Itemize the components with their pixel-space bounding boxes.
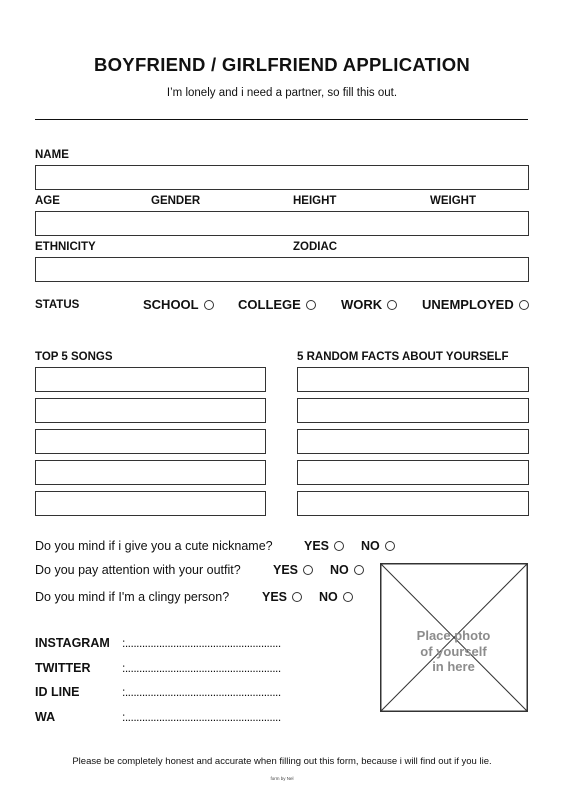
answer-yes[interactable] xyxy=(262,590,302,604)
answer-label: NO xyxy=(330,563,349,577)
question-clingy: Do you mind if I'm a clingy person? xyxy=(35,590,230,604)
answer-yes[interactable] xyxy=(304,539,344,553)
wa-field[interactable]: :....................................................... xyxy=(122,710,281,724)
answer-no[interactable] xyxy=(361,539,395,553)
form-credit: form by Nel xyxy=(270,776,294,781)
gender-label: GENDER xyxy=(151,195,201,207)
status-label: STATUS xyxy=(35,299,80,311)
answer-label: YES xyxy=(273,563,299,577)
instagram-label: INSTAGRAM xyxy=(35,636,110,650)
radio-icon[interactable] xyxy=(303,565,313,575)
name-field[interactable] xyxy=(35,165,529,190)
answer-label: NO xyxy=(319,590,338,604)
song-field-3[interactable] xyxy=(35,429,266,454)
status-option-college[interactable] xyxy=(238,297,316,312)
photo-text-line: Place photo xyxy=(416,628,491,643)
answer-no[interactable] xyxy=(319,590,353,604)
name-label: NAME xyxy=(35,149,69,161)
height-label: HEIGHT xyxy=(293,195,337,207)
status-option-label: UNEMPLOYED xyxy=(422,297,514,312)
top-songs-label: TOP 5 SONGS xyxy=(35,351,113,363)
status-option-work[interactable] xyxy=(341,297,397,312)
age-gender-height-weight-field[interactable] xyxy=(35,211,529,236)
ethnicity-zodiac-field[interactable] xyxy=(35,257,529,282)
wa-label: WA xyxy=(35,710,56,724)
weight-label: WEIGHT xyxy=(430,195,476,207)
honesty-note: Please be completely honest and accurate when filling out this form, because i will find out if you lie. xyxy=(72,756,492,767)
status-option-label: SCHOOL xyxy=(143,297,199,312)
question-nickname: Do you mind if i give you a cute nickname? xyxy=(35,539,273,553)
song-field-2[interactable] xyxy=(35,398,266,423)
radio-icon[interactable] xyxy=(204,300,214,310)
twitter-label: TWITTER xyxy=(35,661,91,675)
song-field-1[interactable] xyxy=(35,367,266,392)
answer-label: YES xyxy=(262,590,288,604)
radio-icon[interactable] xyxy=(354,565,364,575)
photo-text-line: of yourself xyxy=(420,643,487,659)
fact-field-4[interactable] xyxy=(297,460,529,485)
photo-text-line: in here xyxy=(432,659,475,674)
id-line-field[interactable]: :....................................................... xyxy=(122,685,281,699)
radio-icon[interactable] xyxy=(292,592,302,602)
id-line-label: ID LINE xyxy=(35,685,80,699)
fact-field-2[interactable] xyxy=(297,398,529,423)
header-divider xyxy=(35,119,528,120)
radio-icon[interactable] xyxy=(387,300,397,310)
zodiac-label: ZODIAC xyxy=(293,241,338,253)
status-option-label: WORK xyxy=(341,297,383,312)
twitter-field[interactable]: :....................................................... xyxy=(122,661,281,675)
radio-icon[interactable] xyxy=(519,300,529,310)
random-facts-label: 5 RANDOM FACTS ABOUT YOURSELF xyxy=(297,351,509,363)
answer-label: NO xyxy=(361,539,380,553)
answer-label: YES xyxy=(304,539,330,553)
radio-icon[interactable] xyxy=(385,541,395,551)
fact-field-5[interactable] xyxy=(297,491,529,516)
status-option-label: COLLEGE xyxy=(238,297,301,312)
fact-field-1[interactable] xyxy=(297,367,529,392)
question-outfit: Do you pay attention with your outfit? xyxy=(35,563,241,577)
instagram-field[interactable]: :....................................................... xyxy=(122,636,281,650)
photo-placeholder-text xyxy=(380,628,527,675)
form-title: BOYFRIEND / GIRLFRIEND APPLICATION xyxy=(93,54,471,75)
age-label: AGE xyxy=(35,195,60,207)
status-option-unemployed[interactable] xyxy=(422,297,529,312)
form-subtitle: I’m lonely and i need a partner, so fill this out. xyxy=(166,87,398,99)
fact-field-3[interactable] xyxy=(297,429,529,454)
status-option-school[interactable] xyxy=(143,297,214,312)
radio-icon[interactable] xyxy=(343,592,353,602)
radio-icon[interactable] xyxy=(334,541,344,551)
song-field-4[interactable] xyxy=(35,460,266,485)
answer-no[interactable] xyxy=(330,563,364,577)
song-field-5[interactable] xyxy=(35,491,266,516)
radio-icon[interactable] xyxy=(306,300,316,310)
answer-yes[interactable] xyxy=(273,563,313,577)
ethnicity-label: ETHNICITY xyxy=(35,241,96,253)
